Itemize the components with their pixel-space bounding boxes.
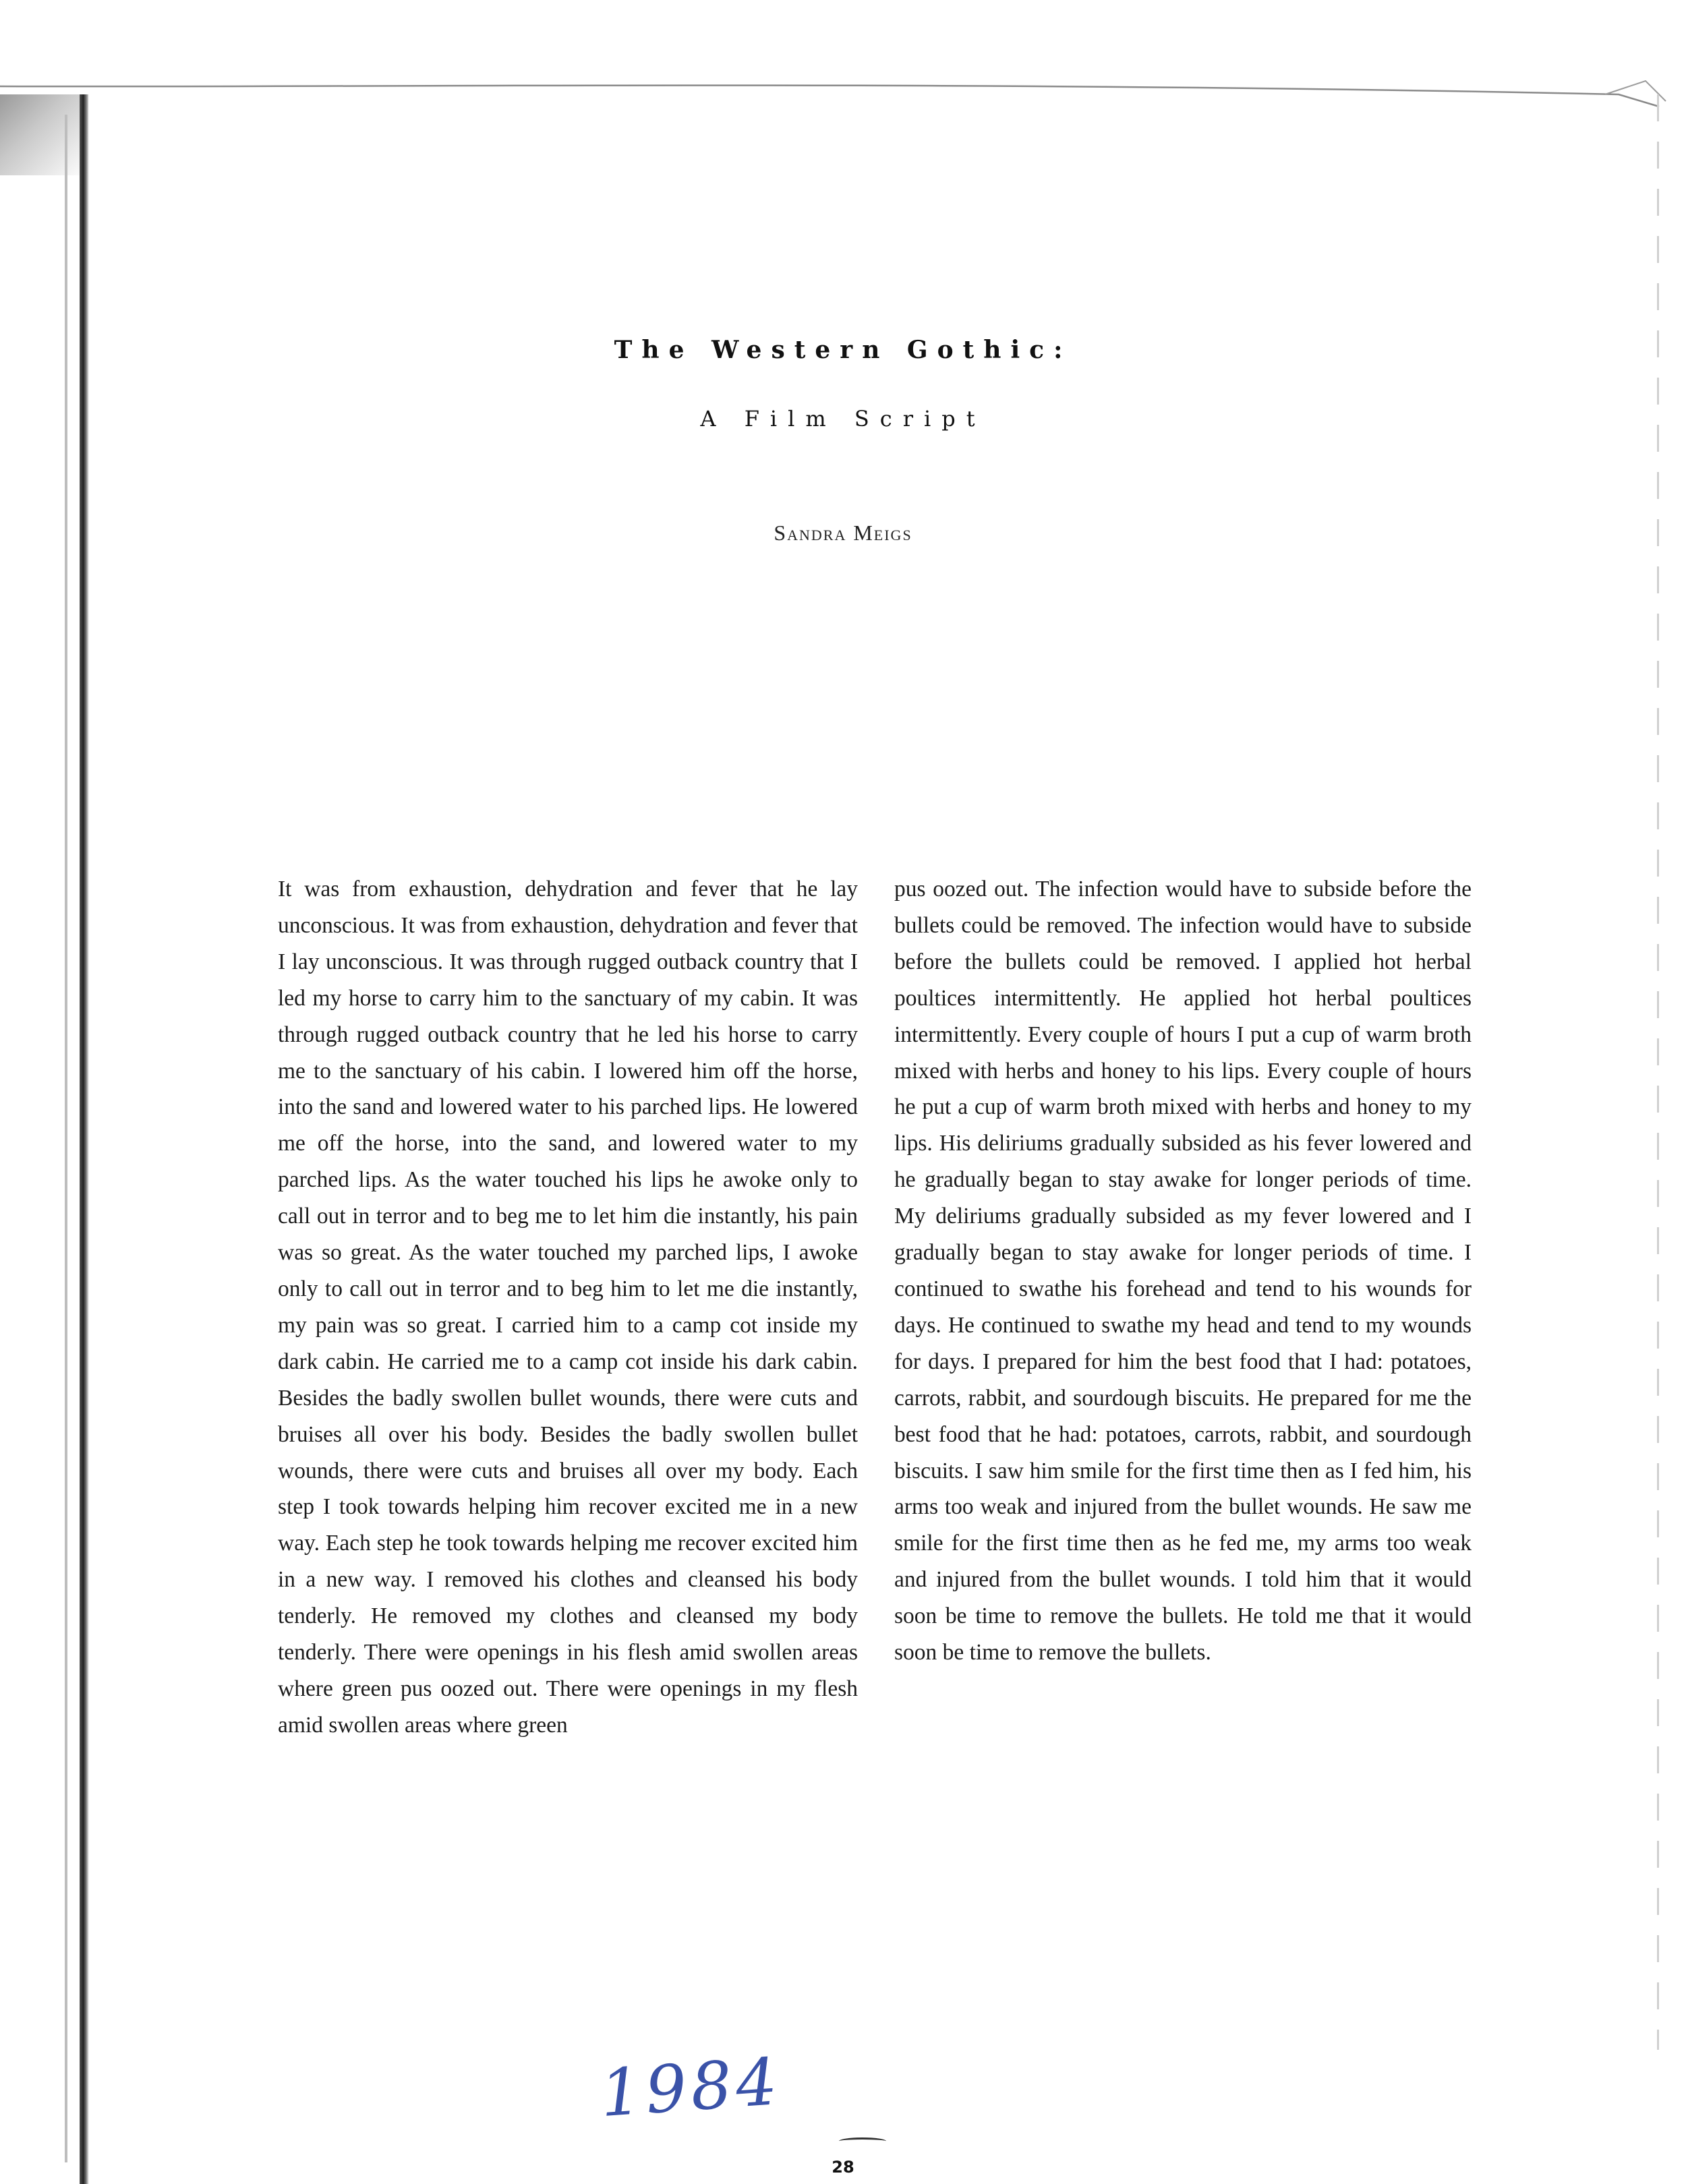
document-subtitle: A Film Script: [700, 406, 986, 432]
page-mark: [839, 2137, 886, 2145]
text-column-right: pus oozed out. The infection would have to subside before the bullets could be removed. The infection would have to subside before the bullets could be removed. I applied hot herbal poultices intermittently. He applied hot herbal poultices intermittently. Every couple of hours I put a cup of warm broth mixed with herbs and honey to his lips. Every couple of hours he put a cup of warm broth mixed with herbs and honey to my lips. His deliriums gradually subsided as his fever lowered and he gradually began to stay awake for longer periods of time. My deliriums gradually subsided as my fever lowered and I gradually began to stay awake for longer periods of time. I continued to swathe his forehead and tend to his wounds for days. He continued to swathe my head and tend to my wounds for days. I prepared for him the best food that I had: potatoes, carrots, rabbit, and sourdough biscuits. He prepared for me the best food that he had: potatoes, carrots, rabbit, and sourdough biscuits. I saw him smile for the first time then as I fed him, his arms too weak and injured from the bullet wounds. He saw me smile for the first time then as he fed me, my arms too weak and injured from the bullet wounds. I told him that it would soon be time to remove the bullets. He told me that it would soon be time to remove the bullets.: [894, 877, 1472, 1665]
handwritten-year-annotation: 1984: [598, 2043, 784, 2132]
document-author: Sandra Meigs: [774, 521, 912, 545]
text-column-left: It was from exhaustion, dehydration and fever that he lay unconscious. It was from exhaustion, dehydration and fever that I lay unconscious. It was through rugged outback country that I led my horse to carry him to the sanctuary of my cabin. It was through rugged outback country that he led his horse to carry me to the sanctuary of his cabin. I lowered him off the horse, into the sand and lowered water to his parched lips. He lowered me off the horse, into the sand, and lowered water to my parched lips. As the water touched his lips he awoke only to call out in terror and to beg me to let him die instantly, his pain was so great. As the water touched my parched lips, I awoke only to call out in terror and to beg him to let me die instantly, my pain was so great. I carried him to a camp cot inside my dark cabin. He carried me to a camp cot inside his dark cabin. Besides the badly swollen bullet wounds, there were cuts and bruises all over his body. Besides the badly swollen bullet wounds, there were cuts and bruises all over my body. Each step I took towards helping him recover excited me in a new way. Each step he took towards helping me recover excited him in a new way. I removed his clothes and cleansed his body tenderly. He removed my clothes and cleansed my body tenderly. There were openings in his flesh amid swollen areas where green pus oozed out. There were openings in my flesh amid swollen areas where green: [278, 877, 858, 1738]
scan-top-paper-edge: [0, 67, 1686, 108]
page-number: 28: [832, 2158, 854, 2177]
document-title: The Western Gothic:: [614, 336, 1072, 364]
scan-right-edge: [1657, 94, 1659, 2050]
